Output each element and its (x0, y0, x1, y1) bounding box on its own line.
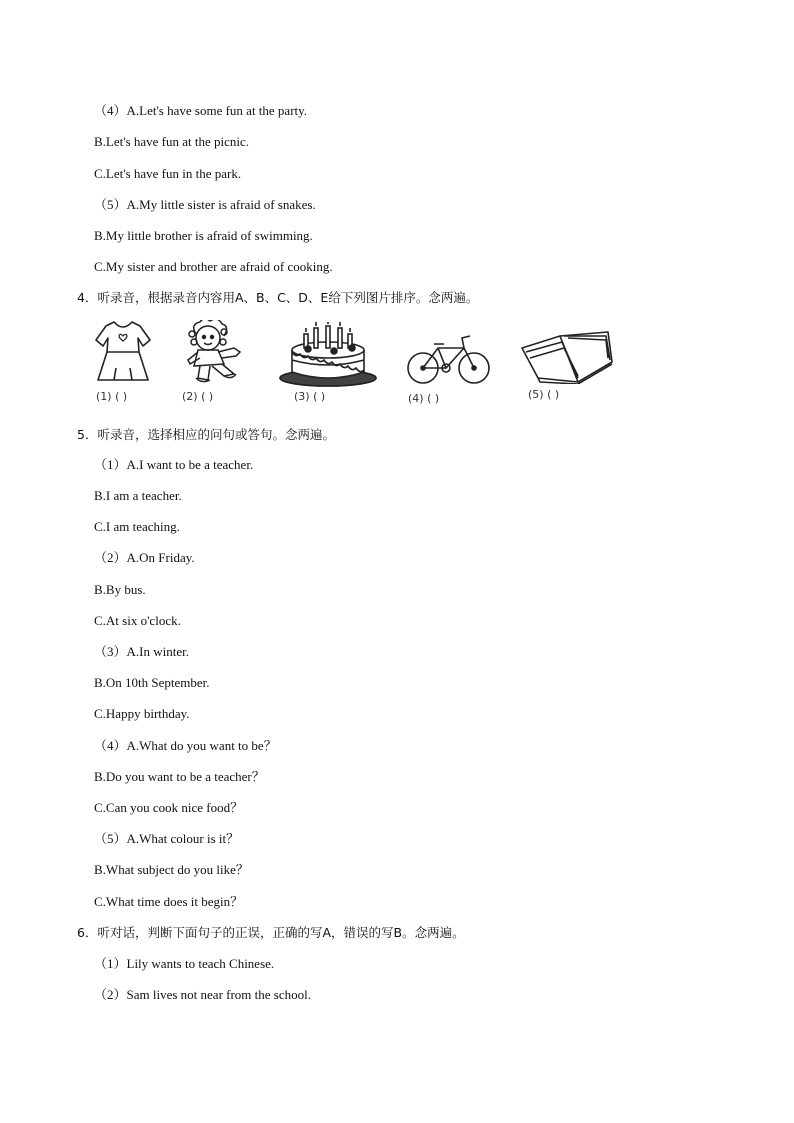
picture-2-caption: (2) ( ) (182, 390, 214, 403)
q5-option-1c: C.I am teaching. (94, 519, 180, 534)
q5-option-4b: B.Do you want to be a teacher？ (94, 769, 265, 784)
birthday-cake-icon (278, 322, 380, 388)
bicycle-picture (406, 332, 492, 386)
q5-option-3a: （3）A.In winter. (94, 644, 189, 659)
dress-picture (94, 318, 152, 384)
q5-option-2b: B.By bus. (94, 582, 146, 597)
q4-title: 4．听录音，根据录音内容用A、B、C、D、E给下列图片排序。念两遍。 (77, 290, 479, 305)
q3-option-5b: B.My little brother is afraid of swimming. (94, 228, 313, 243)
q5-option-4a: （4）A.What do you want to be？ (94, 738, 277, 753)
picture-5-caption: (5) ( ) (528, 388, 560, 401)
bicycle-icon (406, 332, 492, 386)
picture-3-caption: (3) ( ) (294, 390, 326, 403)
q5-option-1a: （1）A.I want to be a teacher. (94, 457, 254, 472)
q5-option-3b: B.On 10th September. (94, 675, 210, 690)
picture-1-caption: (1) ( ) (96, 390, 128, 403)
q5-option-2a: （2）A.On Friday. (94, 550, 195, 565)
q6-statement-1: （1）Lily wants to teach Chinese. (94, 956, 275, 971)
q5-option-5a: （5）A.What colour is it？ (94, 831, 240, 846)
q5-title: 5．听录音，选择相应的问句或答句。念两遍。 (77, 427, 335, 442)
q3-option-5a: （5）A.My little sister is afraid of snakes. (94, 197, 316, 212)
q3-option-4a: （4）A.Let's have some fun at the party. (94, 103, 308, 118)
q5-option-4c: C.Can you cook nice food？ (94, 800, 244, 815)
cake-picture (278, 322, 380, 388)
q5-option-1b: B.I am a teacher. (94, 488, 182, 503)
q4-picture-row (90, 318, 630, 414)
q3-option-4c: C.Let's have fun in the park. (94, 166, 242, 181)
picture-4-caption: (4) ( ) (408, 392, 440, 405)
q5-option-2c: C.At six o'clock. (94, 613, 181, 628)
q5-option-5b: B.What subject do you like？ (94, 862, 249, 877)
doll-icon (182, 320, 248, 386)
open-book-icon (520, 328, 614, 384)
q3-option-4b: B.Let's have fun at the picnic. (94, 134, 250, 149)
q5-option-5c: C.What time does it begin？ (94, 894, 244, 909)
doll-picture (182, 320, 248, 386)
book-picture (520, 328, 614, 384)
q5-option-3c: C.Happy birthday. (94, 706, 190, 721)
q6-statement-2: （2）Sam lives not near from the school. (94, 987, 311, 1002)
q3-option-5c: C.My sister and brother are afraid of cooking. (94, 259, 333, 274)
q6-title: 6．听对话，判断下面句子的正误，正确的写A，错误的写B。念两遍。 (77, 925, 465, 940)
dress-icon (94, 318, 152, 384)
